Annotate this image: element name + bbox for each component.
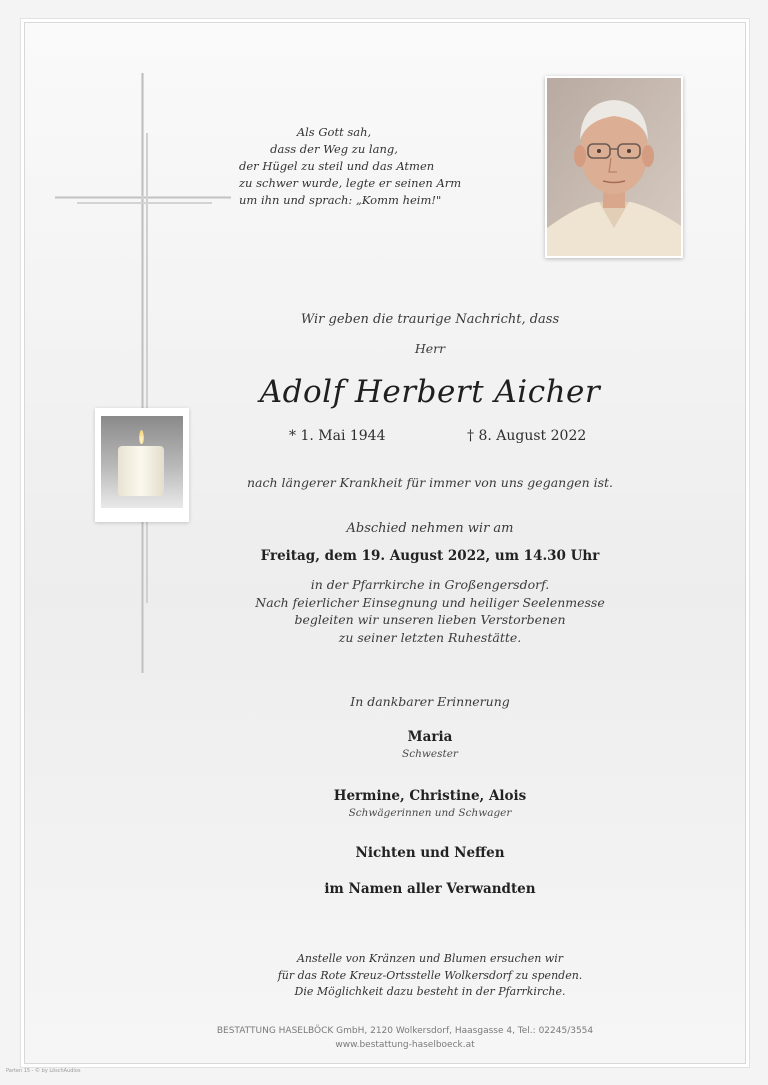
cross-horizontal-shadow <box>77 202 212 204</box>
farewell-heading: Abschied nehmen wir am <box>346 521 514 536</box>
candle-image <box>95 408 189 522</box>
deceased-name: Adolf Herbert Aicher <box>259 374 601 410</box>
poem-line: Als Gott sah, <box>296 125 372 139</box>
donation-note <box>205 951 655 1001</box>
ceremony-line: zu seiner letzten Ruhestätte. <box>338 629 522 645</box>
candle-backdrop <box>101 416 183 508</box>
cross-horizontal-bar <box>55 196 231 199</box>
ceremony-line: Nach feierlicher Einsegnung und heiliger Seelenmesse <box>255 594 605 610</box>
portrait-illustration <box>547 78 681 256</box>
donation-line: für das Rote Kreuz-Ortsstelle Wolkersdorf zu spenden. <box>277 968 583 982</box>
passed-text: nach längerer Krankheit für immer von uns gegangen ist. <box>246 475 614 490</box>
candle-body <box>118 446 164 496</box>
announcement-intro: Wir geben die traurige Nachricht, dass <box>300 312 560 327</box>
obituary-card <box>24 22 746 1064</box>
mourner-name: Nichten und Neffen <box>355 845 505 861</box>
donation-line: Die Möglichkeit dazu besteht in der Pfarrkirche. <box>294 985 566 998</box>
birth-date: * 1. Mai 1944 <box>289 428 386 444</box>
poem-line: dass der Weg zu lang, <box>270 142 398 156</box>
credit-text: Parten 15 - © by LöschAudios <box>6 1068 81 1074</box>
poem-line: der Hügel zu steil und das Atmen <box>239 159 435 173</box>
mourners-heading: In dankbarer Erinnerung <box>350 694 510 709</box>
ceremony-details <box>205 576 655 646</box>
ceremony-line: begleiten wir unseren lieben Verstorbenen <box>294 612 566 627</box>
mourner-name: Maria <box>407 729 453 745</box>
footer-website[interactable]: www.bestattung-haselboeck.at <box>335 1040 475 1050</box>
poem-line: um ihn und sprach: „Komm heim!" <box>239 193 442 207</box>
cross-vertical-bar <box>141 73 144 673</box>
ceremony-line: in der Pfarrkirche in Großengersdorf. <box>310 577 550 592</box>
poem <box>239 124 462 209</box>
poem-line: zu schwer wurde, legte er seinen Arm <box>239 176 462 190</box>
mourner-role: Schwester <box>402 748 458 760</box>
portrait-photo <box>545 76 683 258</box>
death-date: † 8. August 2022 <box>467 428 587 444</box>
salutation: Herr <box>414 341 446 356</box>
donation-line: Anstelle von Kränzen und Blumen ersuchen wir <box>296 952 563 965</box>
funeral-datetime: Freitag, dem 19. August 2022, um 14.30 Uhr <box>260 548 600 564</box>
footer-company: BESTATTUNG HASELBÖCK GmbH, 2120 Wolkersdorf, Haasgasse 4, Tel.: 02245/3554 <box>216 1026 594 1036</box>
mourner-name: Hermine, Christine, Alois <box>333 788 527 804</box>
candle-flame-icon <box>139 430 144 444</box>
mourner-role: Schwägerinnen und Schwager <box>348 807 512 819</box>
mourner-name: im Namen aller Verwandten <box>324 881 536 897</box>
